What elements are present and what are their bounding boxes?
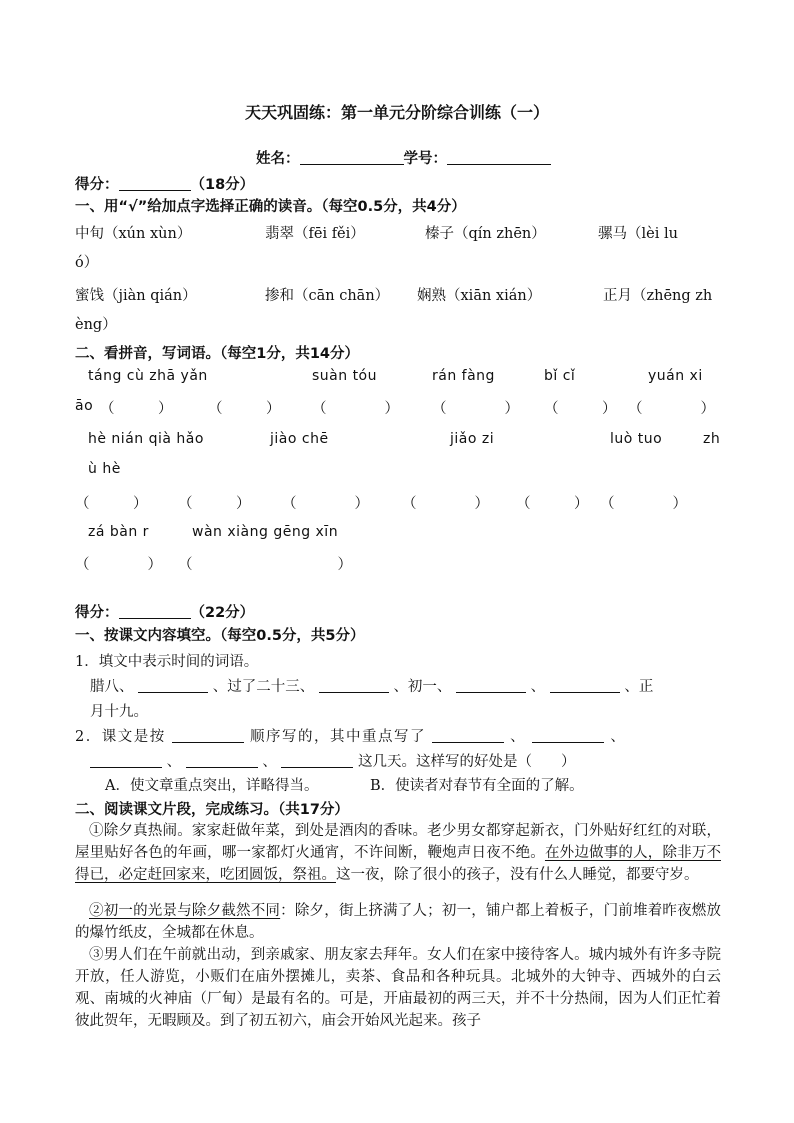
- answer-slot[interactable]: （ ）: [544, 401, 617, 417]
- q1-word: 正月（zhēng zh: [603, 288, 713, 304]
- passage-paragraph-3: ③男人们在午前就出动，到亲戚家、朋友家去拜年。女人们在家中接待客人。城内城外有许多寺院开放，任人游览，小贩们在庙外摆摊儿，卖茶、食品和各种玩具。北城外的大钟寺、西城外的白云观、南城的火神庙（厂甸）是最有名的。可是，开庙最初的两三天，并不十分热闹，因为人们正忙着彼此贺年，无暇顾及。到了初五初六，庙会开始风光起来。孩子: [75, 947, 721, 1029]
- fill-text: 、: [166, 754, 182, 770]
- score-label: 得分：: [75, 177, 119, 193]
- pinyin: zh: [703, 431, 721, 447]
- score-label: 得分：: [75, 605, 119, 621]
- underlined-sentence: ②初一的光景与除夕截然不同: [89, 903, 281, 919]
- fill-blank[interactable]: [432, 728, 504, 743]
- name-blank[interactable]: [300, 150, 404, 165]
- q1-word: 翡翠（fēi fěi）: [265, 226, 365, 242]
- fill-text: 、: [530, 679, 546, 695]
- passage-paragraph-2: [75, 900, 721, 944]
- score-blank[interactable]: [119, 604, 191, 619]
- q1-word-wrap: ó）: [75, 255, 99, 271]
- q2-heading: 二、看拼音，写词语。（每空1分，共14分）: [75, 346, 360, 362]
- fill-text: 这几天。这样写的好处是（ ）: [358, 754, 576, 770]
- pinyin: táng cù zhā yǎn: [88, 368, 208, 384]
- q1-word: 中旬（xún xùn）: [75, 226, 192, 242]
- score-line-1: [75, 173, 254, 194]
- answer-slot[interactable]: （ ）: [75, 496, 148, 512]
- answer-slot[interactable]: （ ）: [178, 557, 352, 573]
- fill-blank[interactable]: [138, 678, 208, 693]
- id-blank[interactable]: [447, 150, 551, 165]
- passage-text: 这一夜，除了很小的孩子，没有什么人睡觉，都要守岁。: [336, 867, 699, 883]
- fill-text: 、: [510, 729, 527, 745]
- answer-slot[interactable]: （ ）: [600, 496, 687, 512]
- fill-text: 、: [262, 754, 277, 770]
- q1-word: 榛子（qín zhēn）: [425, 226, 546, 242]
- fill-blank[interactable]: [281, 753, 353, 768]
- fill-blank[interactable]: [90, 753, 162, 768]
- score-total: （18分）: [190, 177, 255, 193]
- item2-line-cont: [90, 750, 576, 771]
- passage-text: ：除夕，街上挤满了人；初一，铺户都上着板子，门前堆着昨夜燃放的爆竹纸皮，全城都在休息。: [75, 903, 722, 941]
- fill-blank[interactable]: [319, 678, 389, 693]
- item1-wrap: 月十九。: [90, 704, 148, 720]
- answer-slot[interactable]: （ ）: [100, 401, 173, 417]
- id-label: 学号：: [403, 151, 447, 167]
- pinyin-wrap: ù hè: [88, 461, 121, 477]
- passage-paragraph-1: [75, 820, 721, 886]
- score-line-2: [75, 601, 254, 622]
- q1-word-wrap: èng）: [75, 317, 117, 333]
- page-title: 天天巩固练：第一单元分阶综合训练（一）: [244, 103, 549, 122]
- pinyin: hè nián qià hǎo: [88, 431, 204, 447]
- answer-slot[interactable]: （ ）: [282, 496, 369, 512]
- answer-slot[interactable]: （ ）: [312, 401, 399, 417]
- q1-heading: 一、用“√”给加点字选择正确的读音。（每空0.5分，共4分）: [75, 199, 466, 215]
- q1-word: 蜜饯（jiàn qián）: [75, 288, 197, 304]
- q1-word: 骡马（lèi lu: [598, 226, 678, 242]
- answer-slot[interactable]: （ ）: [516, 496, 589, 512]
- answer-slot[interactable]: （ ）: [178, 496, 251, 512]
- pinyin: suàn tóu: [312, 368, 377, 384]
- answer-slot[interactable]: （ ）: [208, 401, 281, 417]
- item1-fill-line: [90, 675, 653, 696]
- fill-blank[interactable]: [456, 678, 526, 693]
- answer-slot[interactable]: （ ）: [432, 401, 519, 417]
- fill-blank[interactable]: [186, 753, 258, 768]
- score-total: （22分）: [190, 605, 255, 621]
- name-label: 姓名：: [256, 151, 300, 167]
- fill-blank[interactable]: [172, 728, 244, 743]
- q1-word: 娴熟（xiān xián）: [417, 288, 542, 304]
- pinyin-wrap: āo: [75, 398, 94, 414]
- pinyin: luò tuo: [610, 431, 663, 447]
- fill-text: 2．课文是按: [75, 729, 166, 745]
- fill-text: 腊八、: [90, 679, 134, 695]
- fill-blank[interactable]: [532, 728, 604, 743]
- fill-text: 、: [610, 729, 627, 745]
- pinyin: yuán xi: [648, 368, 703, 384]
- pinyin: jiǎo zi: [450, 431, 495, 447]
- q1-word: 掺和（cān chān）: [265, 288, 390, 304]
- pinyin: wàn xiàng gēng xīn: [192, 524, 339, 540]
- passage-text: ①除夕真热闹。家家赶做年菜，到处是酒肉的香味。老少男女都穿起新衣，门外贴好红红的对联，屋里贴好各色的年画，哪一家都灯火通宵，不许间断，鞭炮声日夜不绝。: [75, 823, 721, 861]
- score-blank[interactable]: [119, 176, 191, 191]
- item1-label: 1．填文中表示时间的词语。: [75, 654, 259, 670]
- fill-text: 、过了二十三、: [212, 679, 315, 695]
- pinyin: bǐ cǐ: [544, 368, 576, 384]
- fill-text: 、正: [624, 679, 654, 695]
- fill-text: 、初一、: [393, 679, 452, 695]
- student-info: [256, 147, 551, 168]
- option-a[interactable]: A．使文章重点突出，详略得当。: [105, 778, 319, 794]
- pinyin: zá bàn r: [88, 524, 149, 540]
- underlined-sentence: 在外边做事的人，除非万不得已，必定赶回家来，吃团圆饭，祭祖。: [75, 845, 721, 883]
- reading-q1-heading: 一、按课文内容填空。（每空0.5分，共5分）: [75, 628, 365, 644]
- pinyin: rán fàng: [432, 368, 495, 384]
- reading-q2-heading: 二、阅读课文片段，完成练习。（共17分）: [75, 802, 349, 818]
- pinyin: jiào chē: [270, 431, 329, 447]
- item2-line: [75, 725, 626, 746]
- fill-blank[interactable]: [550, 678, 620, 693]
- answer-slot[interactable]: （ ）: [402, 496, 489, 512]
- answer-slot[interactable]: （ ）: [628, 401, 715, 417]
- fill-text: 顺序写的，其中重点写了: [249, 729, 426, 745]
- answer-slot[interactable]: （ ）: [75, 557, 162, 573]
- option-b[interactable]: B．使读者对春节有全面的了解。: [370, 778, 584, 794]
